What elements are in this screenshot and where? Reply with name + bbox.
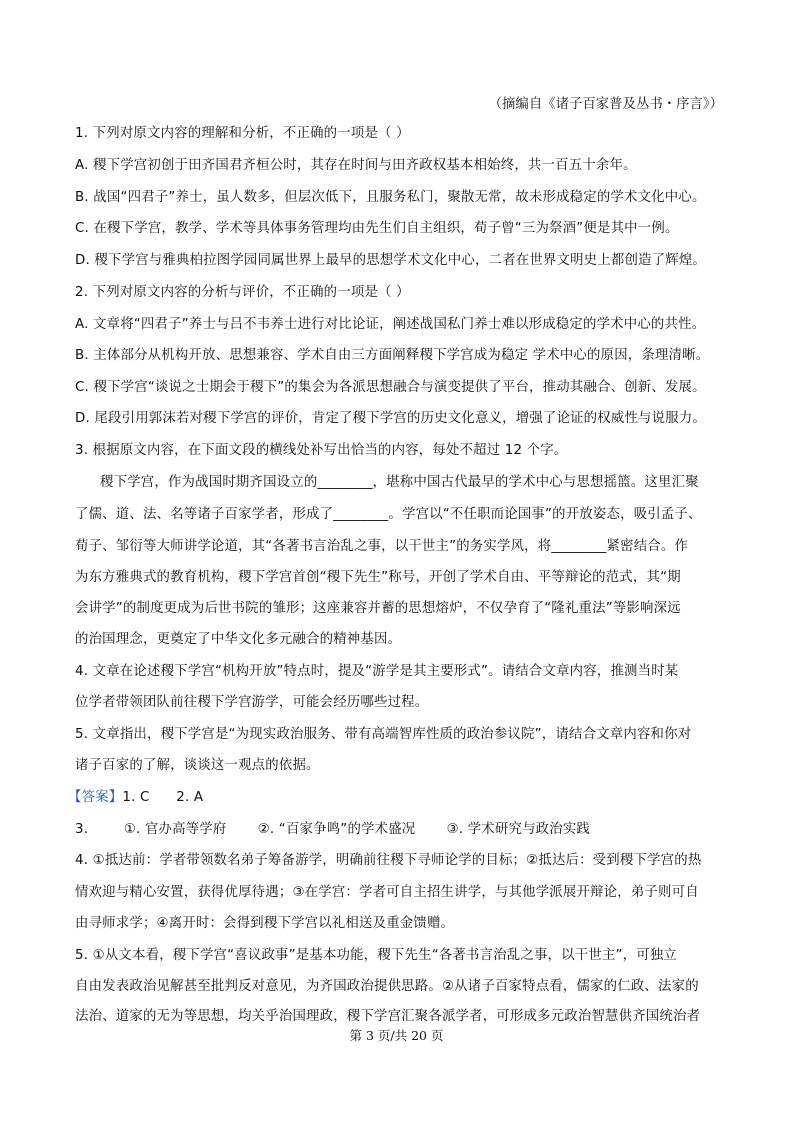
answer-text: 1. C 2. A bbox=[122, 790, 204, 805]
question-3-stem: 3. 根据原文内容，在下面文段的横线处补写出恰当的内容，每处不超过 12 个字。 bbox=[75, 443, 568, 458]
question-5-stem-cont: 诸子百家的了解，谈谈这一观点的依据。 bbox=[75, 758, 320, 773]
answer-label: 【答案】 bbox=[68, 790, 123, 805]
answer-3: 3. ①. 官办高等学府 ②. “百家争鸣”的学术盛况 ③. 学术研究与政治实践 bbox=[75, 822, 591, 837]
question-1-option-a: A. 稷下学宫初创于田齐国君齐桓公时，其存在时间与田齐政权基本相始终，共一百五十余年。 bbox=[75, 158, 637, 173]
question-3-passage-line: 的治国理念，更奠定了中华文化多元融合的精神基因。 bbox=[75, 632, 402, 647]
answer-line bbox=[68, 789, 203, 807]
question-4-stem: 4. 文章在论述稷下学宫“机构开放”特点时，提及“游学是其主要形式”。请结合文章内容，推测当时某 bbox=[75, 664, 679, 679]
question-3-passage-line: 会讲学”的制度更成为后世书院的雏形；这座兼容并蓄的思想熔炉，不仅孕育了“隆礼重法”等影响深远 bbox=[75, 601, 681, 616]
question-2-stem: 2. 下列对原文内容的分析与评价，不正确的一项是（ ） bbox=[75, 285, 410, 300]
question-3-passage-line: 荀子、邹衍等大师讲学论道，其“各著书言治乱之事，以干世主”的务实学风，将________紧密结合。作 bbox=[75, 539, 689, 554]
source-citation: （摘编自《诸子百家普及丛书・序言》） bbox=[488, 97, 723, 112]
question-2-option-c: C. 稷下学宫“谈说之士期会于稷下”的集会为各派思想融合与演变提供了平台，推动其融合、创新、发展。 bbox=[75, 380, 706, 395]
page-footer: 第 3 页/共 20 页 bbox=[349, 1028, 444, 1043]
question-1-option-b: B. 战国“四君子”养士，虽人数多，但层次低下，且服务私门，聚散无常，故未形成稳定的学术文化中心。 bbox=[75, 190, 706, 205]
answer-5-cont: 自由发表政治见解甚至批判反对意见，为齐国政治提供思路。②从诸子百家特点看，儒家的仁政、法家的 bbox=[75, 979, 699, 994]
answer-4-cont: 情欢迎与精心安置，获得优厚待遇；③在学宫：学者可自主招生讲学，与其他学派展开辩论，弟子则可自 bbox=[75, 885, 699, 900]
question-3-passage-line: 了儒、道、法、名等诸子百家学者，形成了________。学宫以“不任职而论国事”的开放姿态，吸引孟子、 bbox=[75, 507, 702, 522]
question-1-stem: 1. 下列对原文内容的理解和分析，不正确的一项是（ ） bbox=[75, 126, 410, 141]
question-2-option-a: A. 文章将“四君子”养士与吕不韦养士进行对比论证，阐述战国私门养士难以形成稳定的学术中心的共性。 bbox=[75, 317, 706, 332]
question-5-stem: 5. 文章指出，稷下学宫是“为现实政治服务、带有高端智库性质的政治参议院”，请结合文章内容和你对 bbox=[75, 727, 692, 742]
answer-5: 5. ①从文本看，稷下学宫“喜议政事”是基本功能，稷下先生“各著书言治乱之事，以干世主”，可独立 bbox=[75, 948, 678, 963]
question-2-option-d: D. 尾段引用郭沫若对稷下学宫的评价，肯定了稷下学宫的历史文化意义，增强了论证的权威性与说服力。 bbox=[75, 411, 706, 426]
question-2-option-b: B. 主体部分从机构开放、思想兼容、学术自由三方面阐释稷下学宫成为稳定 学术中心的原因，条理清晰。 bbox=[75, 348, 710, 363]
question-3-passage-line: 稷下学宫，作为战国时期齐国设立的________，堪称中国古代最早的学术中心与思想摇篮。这里汇聚 bbox=[100, 475, 699, 490]
question-3-passage-line: 为东方雅典式的教育机构，稷下学宫首创“稷下先生”称号，开创了学术自由、平等辩论的范式，其“期 bbox=[75, 570, 681, 585]
question-1-option-c: C. 在稷下学宫，教学、学术等具体事务管理均由先生们自主组织，荀子曾“三为祭酒”便是其中一例。 bbox=[75, 221, 679, 236]
question-4-stem-cont: 位学者带领团队前往稷下学宫游学，可能会经历哪些过程。 bbox=[75, 695, 429, 710]
answer-4: 4. ①抵达前：学者带领数名弟子筹备游学，明确前往稷下寻师论学的目标；②抵达后：受到稷下学宫的热 bbox=[75, 853, 702, 868]
question-1-option-d: D. 稷下学宫与雅典柏拉图学园同属世界上最早的思想学术文化中心，二者在世界文明史上都创造了辉煌。 bbox=[75, 253, 706, 268]
answer-5-cont: 法治、道家的无为等思想，均关乎治国理政，稷下学宫汇聚各派学者，可形成多元政治智慧供齐国统治者 bbox=[75, 1009, 701, 1024]
answer-4-cont: 由寻师求学；④离开时：会得到稷下学宫以礼相送及重金馈赠。 bbox=[75, 916, 455, 931]
